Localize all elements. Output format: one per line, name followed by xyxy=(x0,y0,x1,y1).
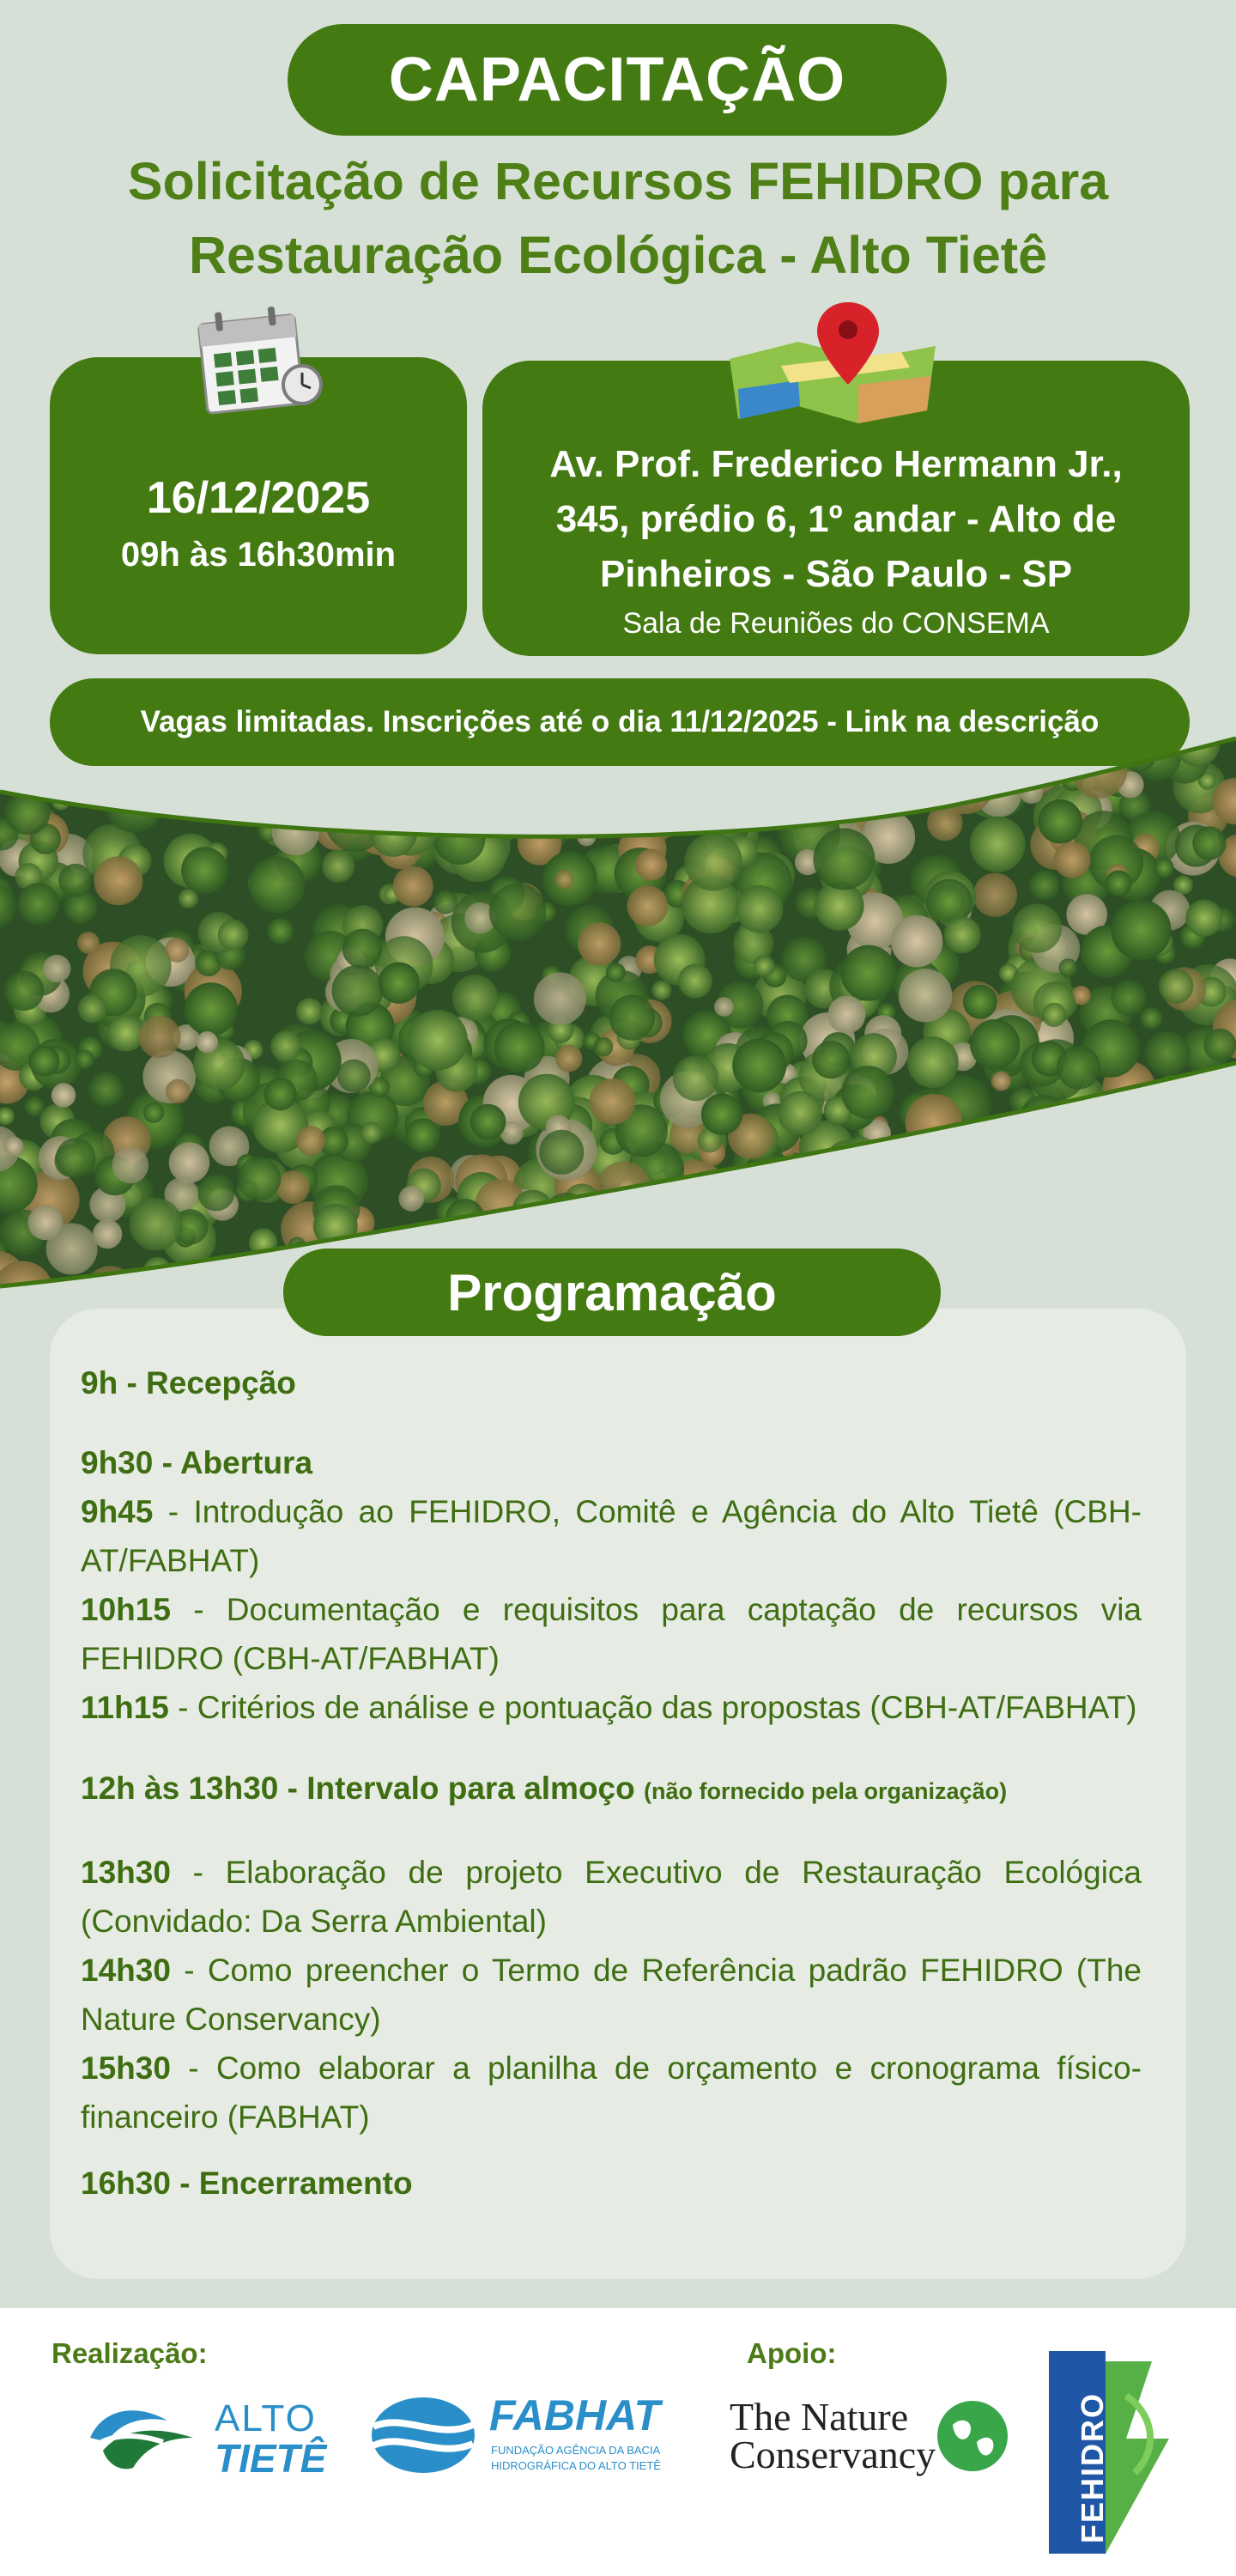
footer xyxy=(0,2308,1236,2576)
support-label: Apoio: xyxy=(747,2337,837,2369)
registration-notice: Vagas limitadas. Inscrições até o dia 11/12/2025 - Link na descrição xyxy=(50,678,1190,766)
program-list xyxy=(81,1358,1142,2208)
program-item-1430: 14h30 - Como preencher o Termo de Referência padrão FEHIDRO (The Nature Conservancy) xyxy=(81,1953,1142,2037)
program-item-1530: 15h30 - Como elaborar a planilha de orçamento e cronograma físico-financeiro (FABHAT) xyxy=(81,2050,1142,2135)
program-item-reception: 9h - Recepção xyxy=(81,1365,296,1400)
fabhat-subtext-2: HIDROGRÁFICA DO ALTO TIETÊ xyxy=(491,2459,661,2472)
program-item-lunch: 12h às 13h30 - Intervalo para almoço (não fornecido pela organização) xyxy=(81,1771,1008,1806)
fabhat-wave-icon xyxy=(369,2396,477,2475)
program-title: Programação xyxy=(283,1249,941,1336)
tnc-wordmark-2: Conservancy xyxy=(730,2433,936,2476)
fehidro-mark-icon xyxy=(1049,2344,1176,2555)
calendar-clock-icon xyxy=(194,301,324,419)
event-room: Sala de Reuniões do CONSEMA xyxy=(622,606,1050,640)
event-time: 09h às 16h30min xyxy=(120,535,397,574)
tnc-logo xyxy=(730,2394,1021,2480)
subtitle-line-1: Solicitação de Recursos FEHIDRO para xyxy=(127,152,1109,210)
program-item-1330: 13h30 - Elaboração de projeto Executivo de Restauração Ecológica (Convidado: Da Serra Ambiental) xyxy=(81,1855,1142,1939)
fabhat-subtext-1: FUNDAÇÃO AGÊNCIA DA BACIA xyxy=(491,2444,661,2457)
event-subtitle xyxy=(52,144,1184,292)
event-date: 16/12/2025 xyxy=(146,472,371,523)
alto-tiete-word-2: TIETÊ xyxy=(215,2436,327,2481)
tnc-leaf-globe-icon xyxy=(936,2399,1009,2473)
alto-tiete-logo xyxy=(86,2391,343,2485)
alto-tiete-wave-icon xyxy=(86,2399,197,2476)
fehidro-logo xyxy=(1049,2344,1176,2555)
subtitle-line-2: Restauração Ecológica - Alto Tietê xyxy=(188,226,1047,284)
program-item-1015: 10h15 - Documentação e requisitos para captação de recursos via FEHIDRO (CBH-AT/FABHAT) xyxy=(81,1592,1142,1676)
program-item-opening: 9h30 - Abertura xyxy=(81,1445,313,1480)
fehidro-wordmark: FEHIDRO xyxy=(1075,2392,1110,2543)
organizers-label: Realização: xyxy=(52,2337,208,2369)
program-item-0945: 9h45 - Introdução ao FEHIDRO, Comitê e Agência do Alto Tietê (CBH-AT/FABHAT) xyxy=(81,1494,1142,1578)
event-type-title: CAPACITAÇÃO xyxy=(288,24,947,136)
forest-aerial-photo xyxy=(0,730,1236,1297)
program-item-closing: 16h30 - Encerramento xyxy=(81,2166,413,2201)
map-pin-icon xyxy=(730,299,944,428)
fabhat-logo xyxy=(369,2391,678,2485)
program-item-1115: 11h15 - Critérios de análise e pontuação das propostas (CBH-AT/FABHAT) xyxy=(81,1690,1137,1725)
alto-tiete-word-1: ALTO xyxy=(215,2397,317,2439)
event-address: Av. Prof. Frederico Hermann Jr., 345, prédio 6, 1º andar - Alto de Pinheiros - São Paulo - SP xyxy=(549,442,1123,595)
fabhat-wordmark: FABHAT xyxy=(489,2391,661,2439)
tnc-wordmark-1: The Nature xyxy=(730,2395,909,2439)
